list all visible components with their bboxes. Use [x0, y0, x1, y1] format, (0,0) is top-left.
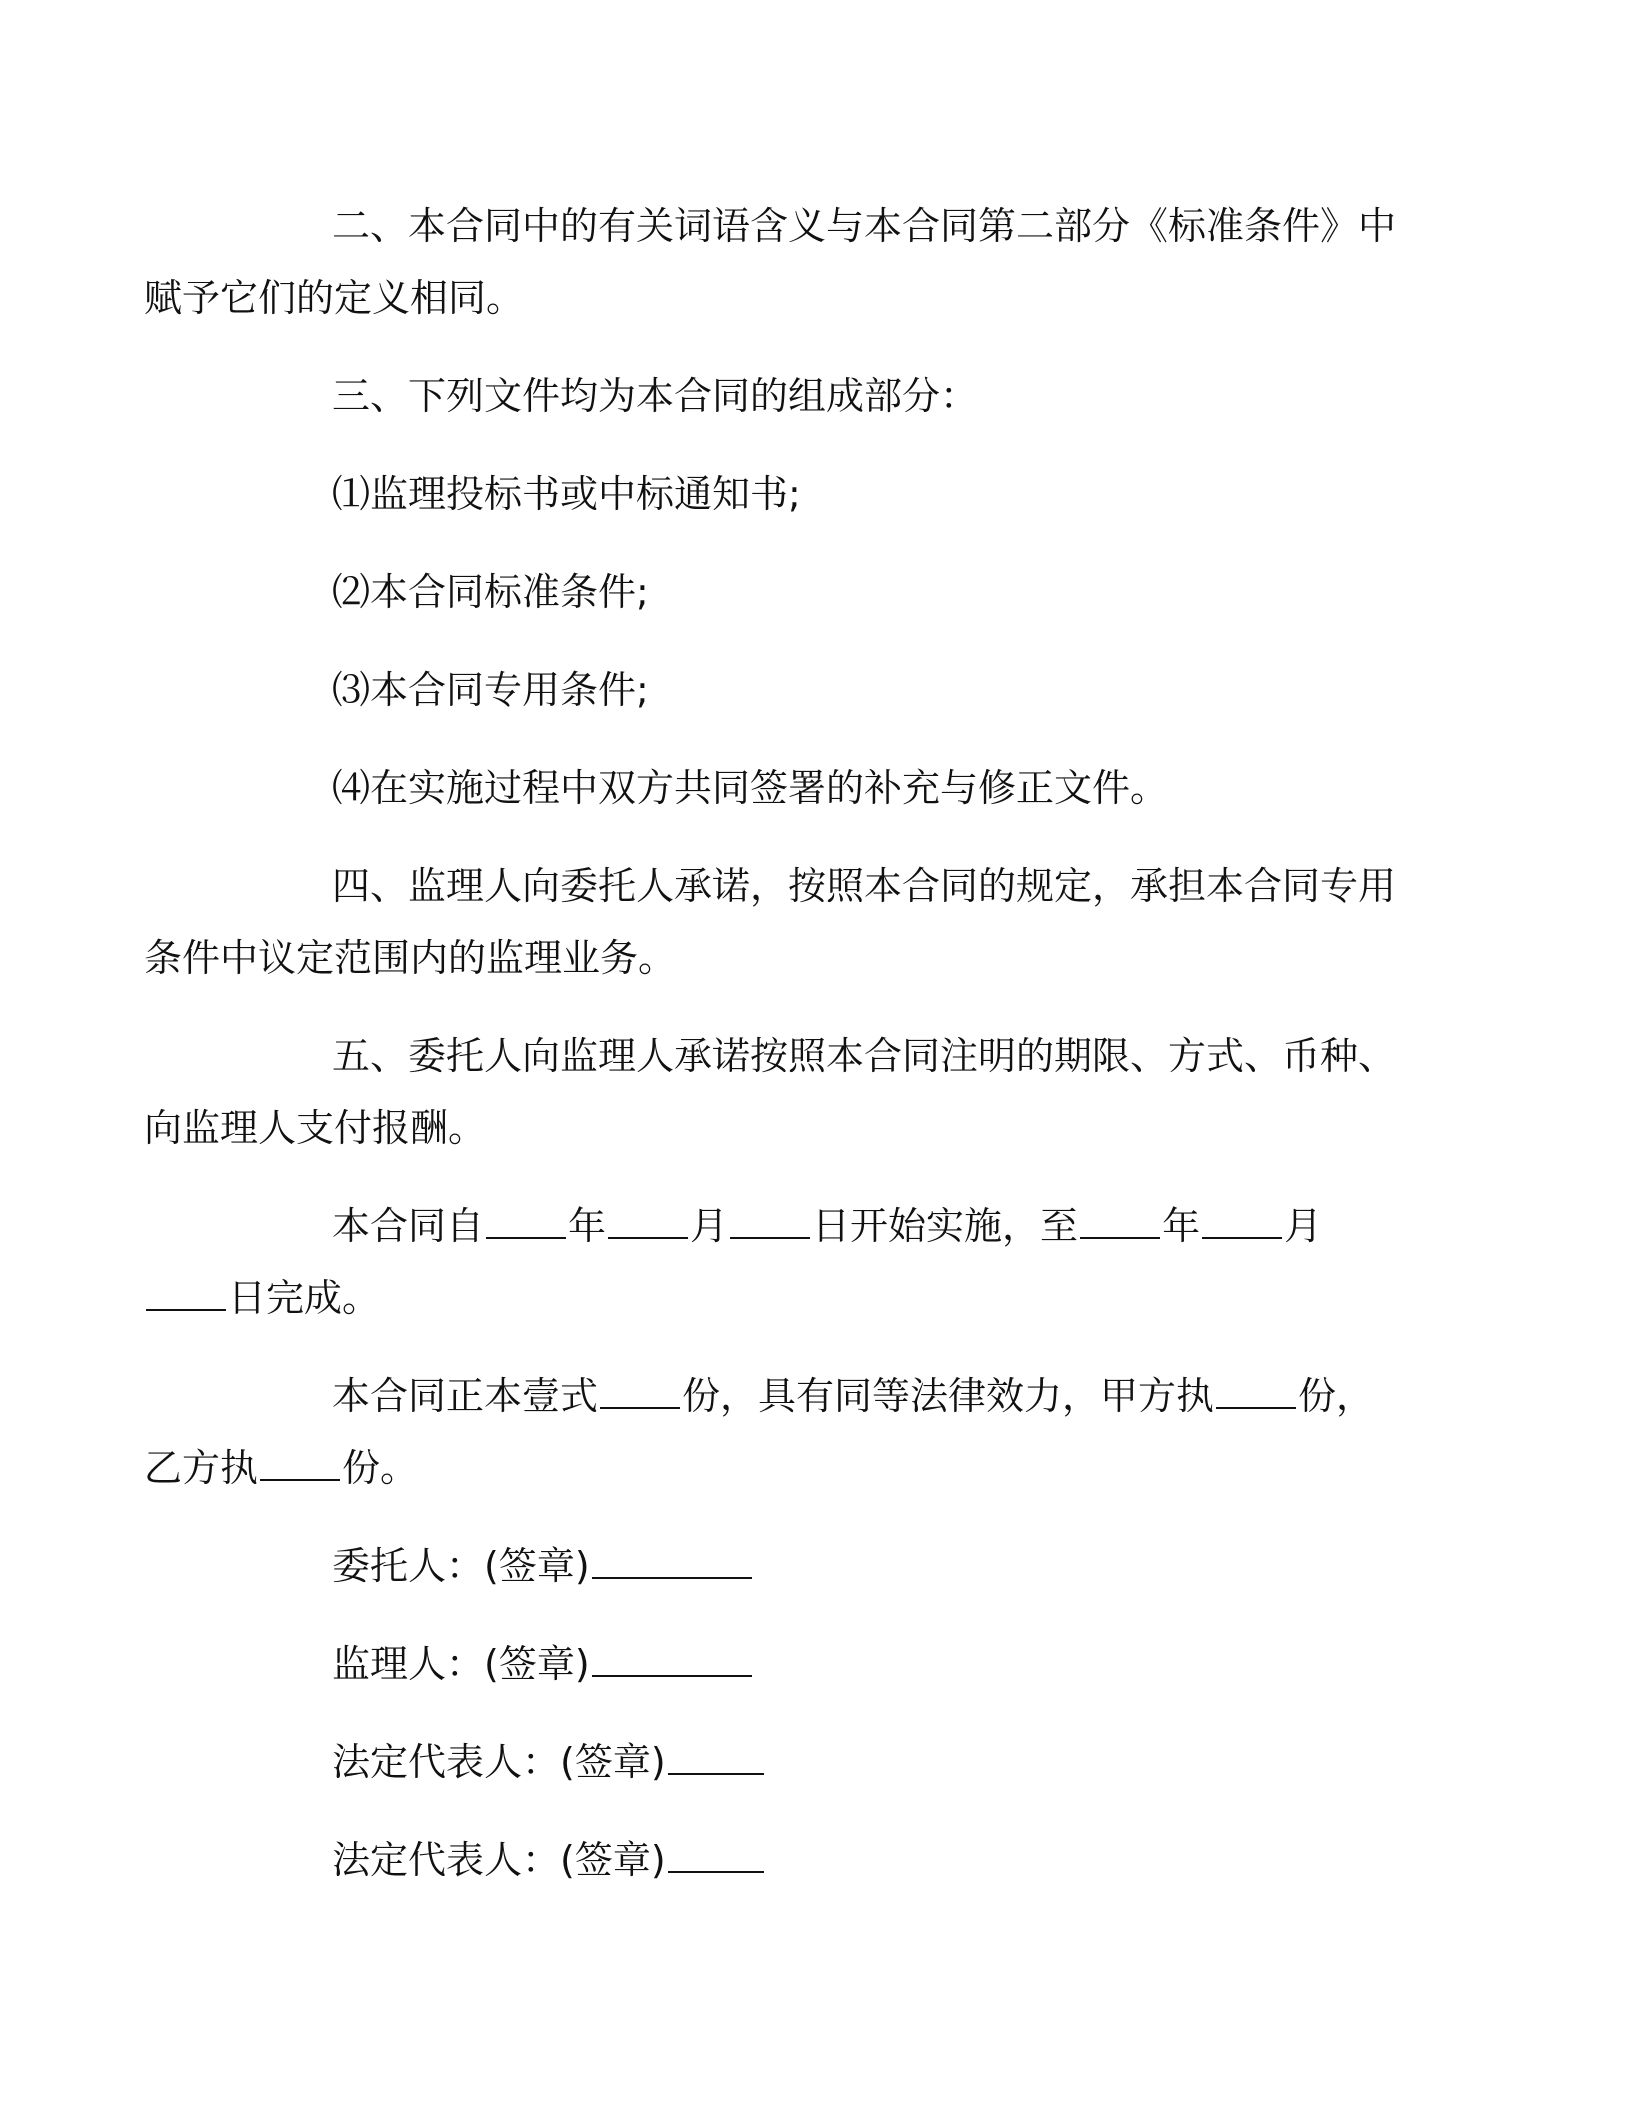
term-end-label: 日完成。: [228, 1276, 381, 1320]
start-year-blank[interactable]: [486, 1197, 566, 1239]
clause-two-line-2: 赋予它们的定义相同。: [144, 276, 525, 320]
clause-four-line-1: 四、监理人向委托人承诺，按照本合同的规定，承担本合同专用: [332, 864, 1397, 908]
signature-client-blank[interactable]: [592, 1537, 752, 1579]
contract-copies-line-2: [144, 1432, 1388, 1504]
signature-supervisor-label: 监理人：(签章): [332, 1642, 590, 1686]
signature-client: [238, 1530, 1388, 1602]
signature-legal-rep-2-label: 法定代表人：(签章): [332, 1838, 666, 1882]
copies-party-a-label: 份，具有同等法律效力，甲方执: [682, 1374, 1215, 1418]
term-month-label: 月: [690, 1204, 729, 1248]
list-item-2-text: ⑵本合同标准条件;: [332, 570, 649, 614]
copies-party-b-suffix: 份。: [342, 1446, 419, 1490]
list-item-4-text: ⑷在实施过程中双方共同签署的补充与修正文件。: [332, 766, 1169, 810]
clause-five-line-2: 向监理人支付报酬。: [144, 1106, 487, 1150]
signature-client-line: [238, 1530, 1388, 1602]
document-body: [144, 190, 1397, 1922]
contract-term-line-2: [144, 1262, 1388, 1334]
signature-legal-rep-2-blank[interactable]: [668, 1831, 764, 1873]
list-item-1: [238, 458, 1388, 530]
signature-supervisor-blank[interactable]: [592, 1635, 752, 1677]
contract-copies-line-1: [238, 1360, 1388, 1432]
start-month-blank[interactable]: [608, 1197, 688, 1239]
clause-two: [144, 190, 1397, 334]
contract-copies: [144, 1360, 1388, 1504]
total-copies-blank[interactable]: [600, 1367, 680, 1409]
term-end-month-label: 月: [1284, 1204, 1323, 1248]
signature-legal-rep-1-line: [238, 1726, 1388, 1798]
signature-legal-rep-2: [238, 1824, 1388, 1896]
list-item-3: [238, 654, 1388, 726]
clause-three: [238, 360, 1388, 432]
copies-prefix: 本合同正本壹式: [332, 1374, 599, 1418]
list-item-1-text: ⑴监理投标书或中标通知书;: [332, 472, 801, 516]
copies-party-a-suffix: 份，: [1298, 1374, 1375, 1418]
term-end-year-label: 年: [1162, 1204, 1201, 1248]
clause-two-line-1: 二、本合同中的有关词语含义与本合同第二部分《标准条件》中: [332, 204, 1397, 248]
clause-five-line-1: 五、委托人向监理人承诺按照本合同注明的期限、方式、币种、: [332, 1034, 1397, 1078]
signature-legal-rep-1: [238, 1726, 1388, 1798]
signature-client-label: 委托人：(签章): [332, 1544, 590, 1588]
party-b-copies-blank[interactable]: [260, 1439, 340, 1481]
list-item-4: [238, 752, 1388, 824]
list-item-3-text: ⑶本合同专用条件;: [332, 668, 649, 712]
end-year-blank[interactable]: [1080, 1197, 1160, 1239]
signature-supervisor: [238, 1628, 1388, 1700]
contract-term-line-1: [238, 1190, 1388, 1262]
clause-five: [144, 1020, 1397, 1164]
signature-legal-rep-1-label: 法定代表人：(签章): [332, 1740, 666, 1784]
clause-four: [144, 850, 1397, 994]
copies-party-b-label: 乙方执: [144, 1446, 259, 1490]
term-start-label: 日开始实施，至: [812, 1204, 1079, 1248]
list-item-2: [238, 556, 1388, 628]
end-month-blank[interactable]: [1202, 1197, 1282, 1239]
clause-four-line-2: 条件中议定范围内的监理业务。: [144, 936, 677, 980]
signature-legal-rep-1-blank[interactable]: [668, 1733, 764, 1775]
end-day-blank[interactable]: [146, 1269, 226, 1311]
contract-term: [228, 1190, 1388, 1334]
signature-supervisor-line: [238, 1628, 1388, 1700]
term-year-label: 年: [568, 1204, 607, 1248]
clause-three-text: 三、下列文件均为本合同的组成部分：: [332, 374, 979, 418]
party-a-copies-blank[interactable]: [1216, 1367, 1296, 1409]
term-prefix: 本合同自: [332, 1204, 485, 1248]
start-day-blank[interactable]: [730, 1197, 810, 1239]
signature-legal-rep-2-line: [238, 1824, 1388, 1896]
